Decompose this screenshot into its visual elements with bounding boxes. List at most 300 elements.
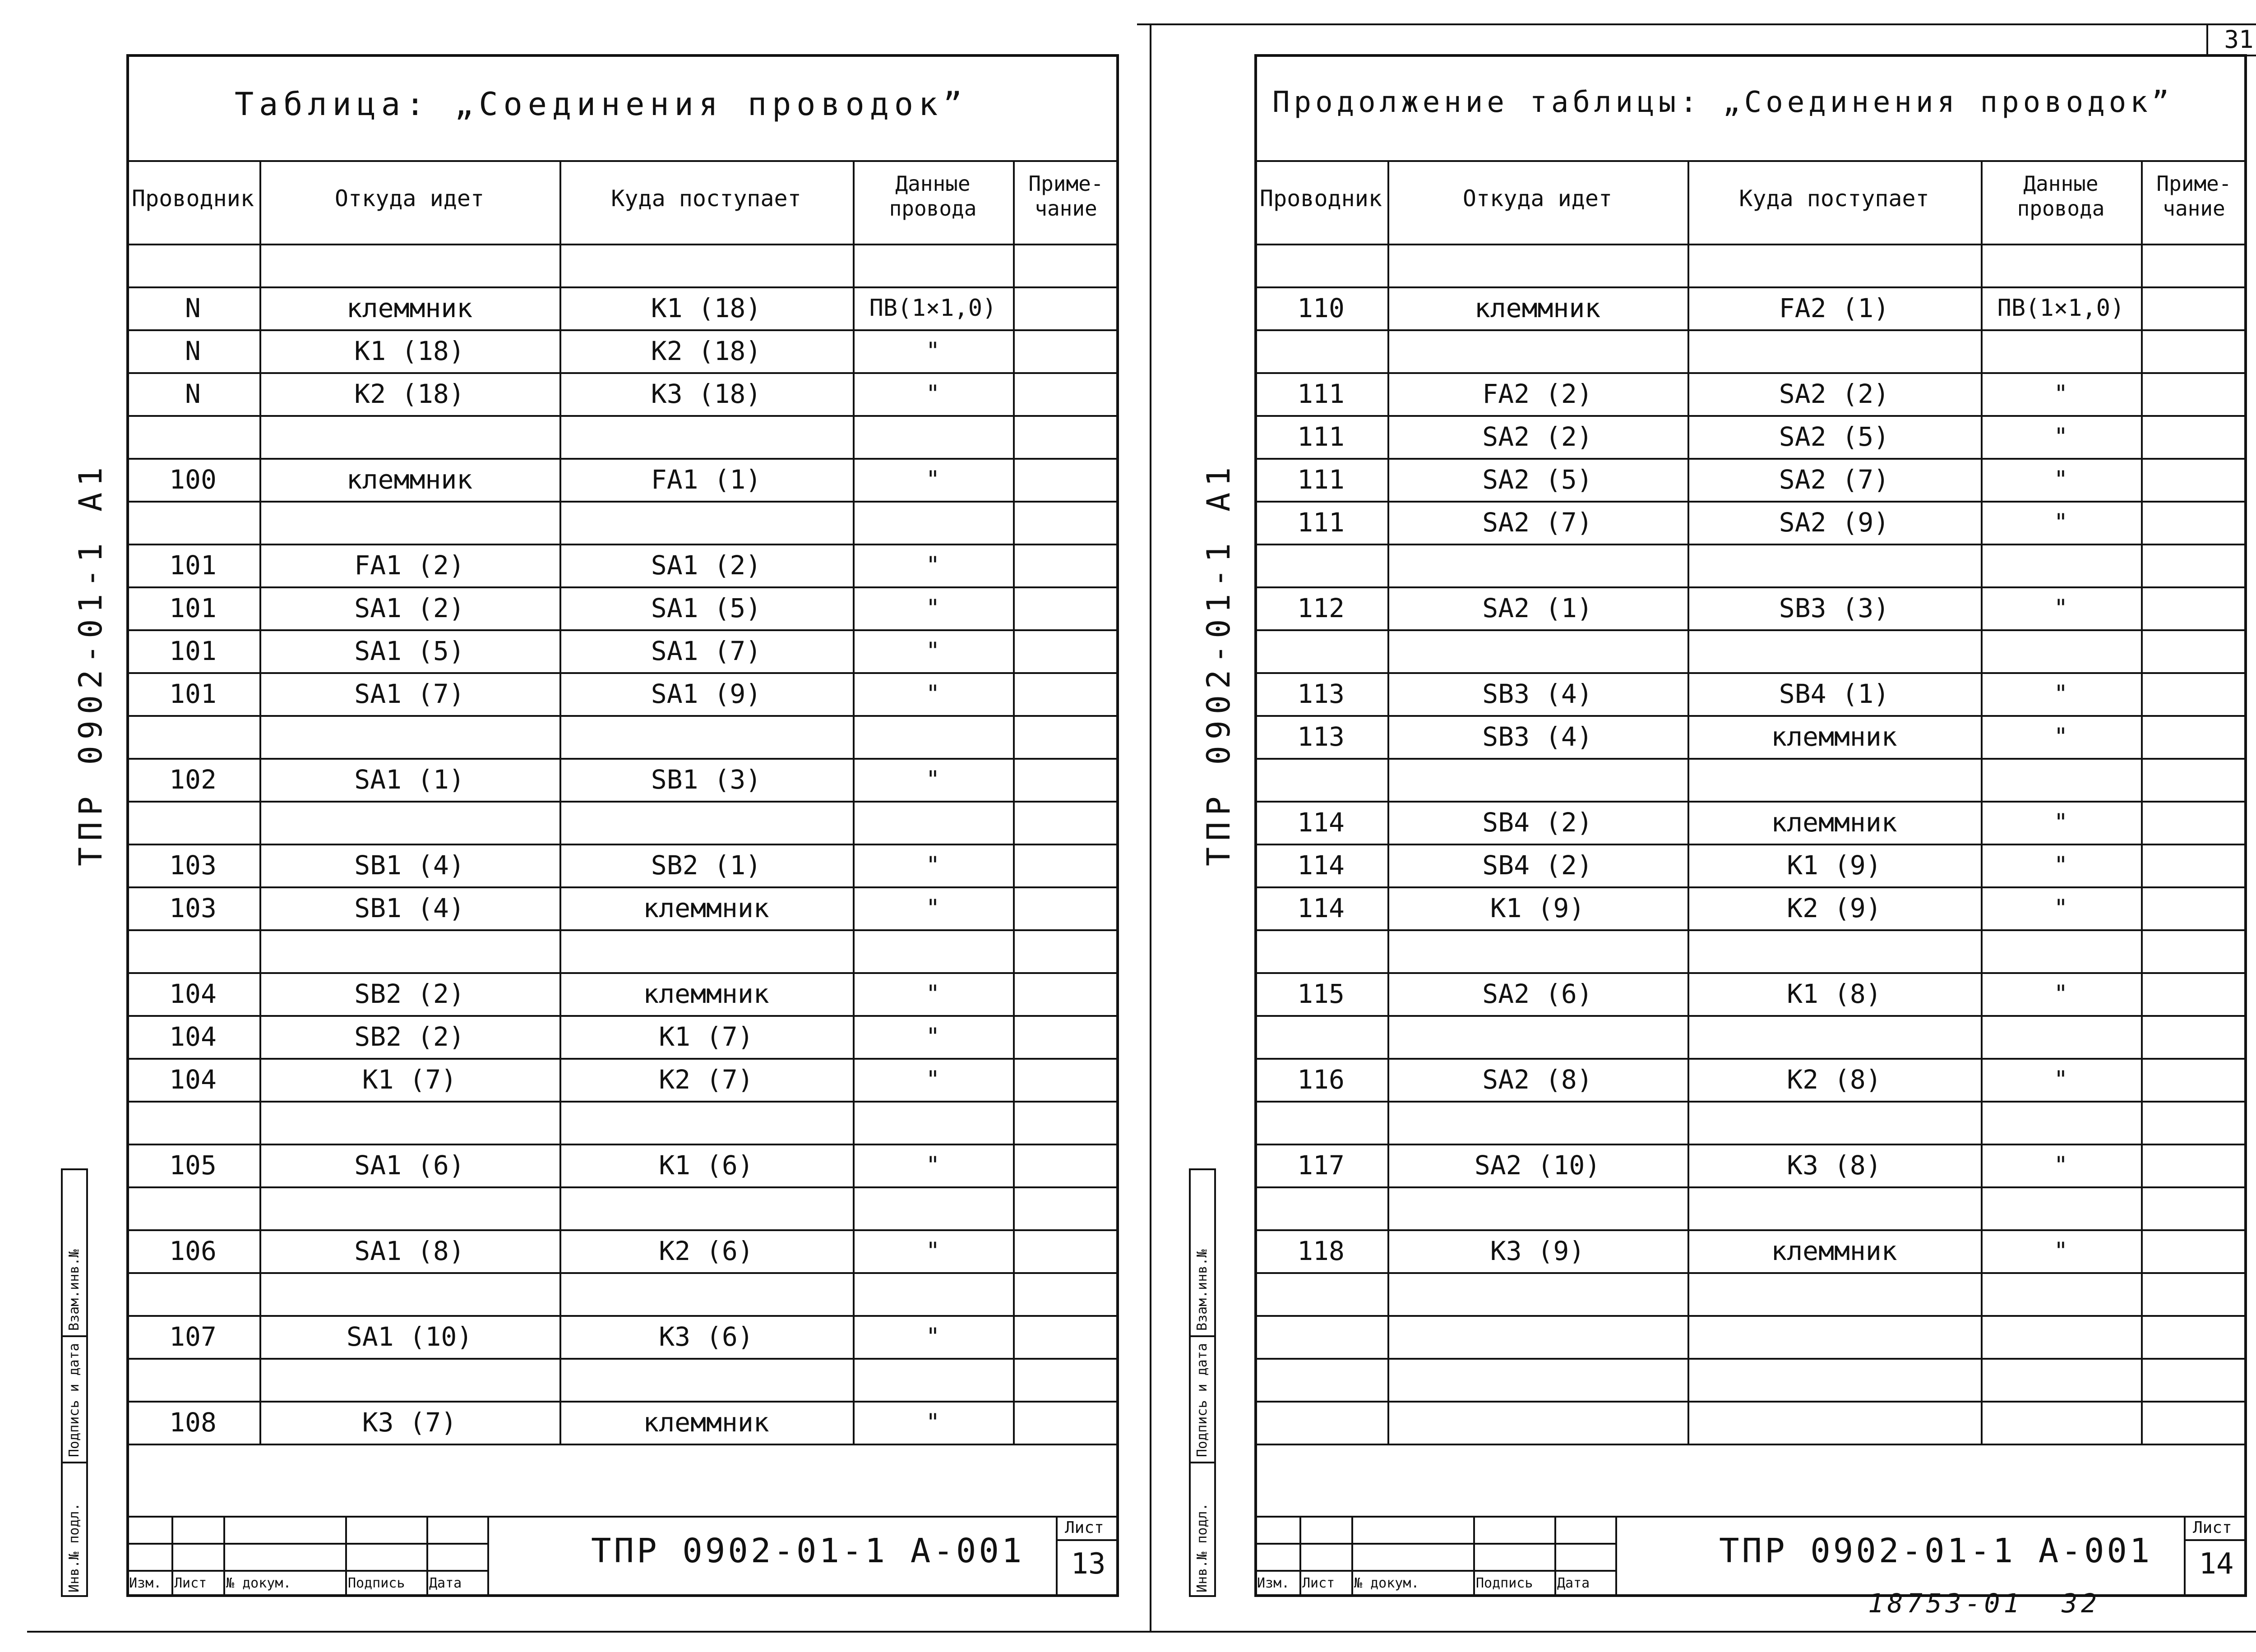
left-table-cell [559,1104,853,1140]
left-table-cell: K1 (6) [659,1150,754,1181]
left-table-cell [1013,1233,1119,1269]
left-row-divider [126,286,1119,288]
left-table-cell: 104 [169,1064,217,1095]
right-table-cell: K2 (9) [1787,893,1882,923]
left-row-divider [126,458,1119,460]
right-table-cell: ПВ(1×1,0) [1997,295,2125,322]
left-table-cell [559,419,853,455]
left-title-block-divider [426,1516,428,1597]
left-row-divider [126,715,1119,717]
right-table-cell: клеммник [1771,807,1897,838]
left-table-cell: K1 (7) [659,1021,754,1052]
right-table-cell [1687,1319,1981,1355]
right-table-cell: 116 [1297,1064,1345,1095]
left-table-cell: SB1 (3) [651,764,762,795]
left-table-cell [853,1276,1013,1312]
left-table-cell [1013,247,1119,283]
left-table-cell [1013,1190,1119,1226]
left-table-cell: 101 [169,678,217,709]
right-table-cell [1981,633,2141,669]
left-table-cell [853,1104,1013,1140]
right-table-cell [2141,290,2247,326]
left-table-cell [1013,1361,1119,1398]
left-table-cell [853,247,1013,283]
left-table-cell [1013,1147,1119,1183]
right-table-cell [2141,1276,2247,1312]
left-table-cell: " [925,1409,940,1436]
right-table-cell [2141,590,2247,626]
left-table-cell [1013,461,1119,498]
left-table-cell: " [925,552,940,579]
right-table-cell: " [2053,852,2068,879]
left-sheet-box-divider [1056,1539,1119,1541]
right-row-divider [1254,544,2247,545]
right-side-stamp-divider [1189,1335,1216,1337]
right-row-divider [1254,629,2247,631]
left-row-divider [126,1101,1119,1103]
right-table-cell: " [2053,423,2068,450]
right-table-cell [1687,247,1981,283]
right-table-cell: SA2 (7) [1482,507,1593,538]
left-table-cell: 103 [169,850,217,881]
right-table-cell [1981,761,2141,798]
left-row-divider [126,1358,1119,1360]
left-table-cell [126,1104,259,1140]
left-table-cell [1013,1019,1119,1055]
left-table-cell: 101 [169,593,217,623]
right-table-cell [1254,633,1387,669]
left-row-divider [126,329,1119,331]
right-table-cell [2141,719,2247,755]
left-row-divider [126,586,1119,588]
left-table-cell [1013,676,1119,712]
left-table-cell: SA1 (2) [354,593,465,623]
right-table-cell [1254,1276,1387,1312]
left-table-cell [853,719,1013,755]
left-table-cell [1013,633,1119,669]
right-table-cell: " [2053,809,2068,836]
right-table-cell [2141,1361,2247,1398]
left-row-divider [126,544,1119,545]
right-stamp-column-label: Лист [1302,1575,1335,1591]
left-table-cell: K2 (7) [659,1064,754,1095]
right-table-cell: K1 (8) [1787,978,1882,1009]
right-table-cell [1254,1361,1387,1398]
right-table-cell [1687,633,1981,669]
right-table-cell [1387,761,1687,798]
left-side-stamp-divider [61,1168,88,1170]
right-side-stamp-label: Подпись и дата [1194,1343,1210,1457]
right-table-cell [1387,247,1687,283]
right-table-cell [2141,976,2247,1012]
right-table-cell: SB3 (4) [1482,678,1593,709]
right-table-cell [2141,804,2247,840]
left-header-divider [126,244,1119,245]
right-table-cell [2141,676,2247,712]
left-table-cell: 104 [169,1021,217,1052]
right-table-cell: K1 (9) [1787,850,1882,881]
right-table-cell [1254,247,1387,283]
right-row-divider [1254,929,2247,931]
right-table-cell [2141,1404,2247,1440]
left-table-cell: " [925,466,940,493]
left-table-cell: K2 (18) [354,378,465,409]
right-table-cell: FA2 (1) [1779,293,1890,323]
left-table-cell [259,1276,559,1312]
right-table-cell [2141,376,2247,412]
left-title-block-divider [487,1516,489,1597]
right-table-cell [2141,504,2247,540]
right-table-cell: K2 (8) [1787,1064,1882,1095]
left-table-cell: 107 [169,1321,217,1352]
right-row-divider [1254,1272,2247,1274]
left-table-cell [853,933,1013,969]
left-table-cell [1013,1276,1119,1312]
left-table-title: Таблица: „Соединения проводок” [235,86,968,123]
left-table-cell: клеммник [346,293,473,323]
left-table-cell [259,719,559,755]
left-table-cell: " [925,380,940,407]
right-table-cell [1687,761,1981,798]
left-row-divider [126,672,1119,674]
right-table-cell: SA2 (2) [1482,421,1593,452]
right-table-cell [2141,419,2247,455]
left-header-4: Приме- чание [1028,171,1104,221]
right-document-code: ТПР 0902-01-1 А-001 [1719,1532,2153,1570]
left-table-cell: SA1 (5) [651,593,762,623]
corner-page-number: 31 [2224,25,2254,54]
top-border-line [1137,23,2256,25]
left-table-cell [1013,547,1119,583]
left-table-cell [559,804,853,840]
right-table-cell [2141,1147,2247,1183]
left-row-divider [126,1144,1119,1145]
right-table-cell [1981,333,2141,369]
left-table-cell: " [925,637,940,664]
right-row-divider [1254,1358,2247,1360]
right-stamp-column-label: Изм. [1257,1575,1290,1591]
right-table-cell [1981,547,2141,583]
left-table-cell: SB1 (4) [354,893,465,923]
left-table-cell [126,504,259,540]
left-table-cell: SB2 (1) [651,850,762,881]
right-table-cell [1981,1319,2141,1355]
left-row-divider [126,415,1119,417]
right-table-cell [2141,1319,2247,1355]
left-table-cell: SB2 (2) [354,978,465,1009]
right-table-cell: K3 (8) [1787,1150,1882,1181]
right-table-cell [1254,1190,1387,1226]
right-table-cell [1387,1276,1687,1312]
left-table-cell: K3 (7) [362,1407,457,1438]
left-row-divider [126,1229,1119,1231]
right-table-cell: 111 [1297,378,1345,409]
left-table-cell [559,1190,853,1226]
left-table-cell [126,419,259,455]
left-table-cell [1013,1104,1119,1140]
right-table-cell [1387,1404,1687,1440]
left-table-cell: " [925,895,940,922]
right-table-cell: 113 [1297,678,1345,709]
left-table-cell: SA1 (1) [354,764,465,795]
left-table-cell: K1 (18) [651,293,762,323]
left-row-divider [126,972,1119,974]
left-table-cell [259,804,559,840]
right-table-cell: K3 (9) [1490,1236,1585,1266]
left-table-cell: 101 [169,636,217,666]
left-sheet-number: 13 [1071,1547,1106,1581]
right-table-cell: FA2 (2) [1482,378,1593,409]
left-title-block-divider [345,1516,347,1597]
right-title-block-divider [1473,1516,1475,1597]
left-table-cell: SA1 (7) [354,678,465,709]
left-table-cell: SB2 (2) [354,1021,465,1052]
right-table-cell: SB4 (2) [1482,807,1593,838]
right-side-stamp-divider [1189,1462,1216,1463]
left-table-cell [1013,1061,1119,1098]
left-table-cell [259,933,559,969]
right-table-cell [2141,333,2247,369]
left-row-divider [126,501,1119,503]
right-table-cell [2141,1104,2247,1140]
right-table-cell: SA2 (7) [1779,464,1890,495]
right-row-divider [1254,501,2247,503]
right-table-cell [1687,1104,1981,1140]
right-table-cell [2141,1190,2247,1226]
center-fold-line [1150,23,1151,1631]
right-table-cell [2141,247,2247,283]
left-table-cell [1013,761,1119,798]
right-row-divider [1254,1444,2247,1445]
left-table-cell: " [925,1023,940,1050]
left-table-cell [559,504,853,540]
left-table-cell: N [185,378,201,409]
left-table-cell [1013,1404,1119,1440]
left-table-cell [1013,933,1119,969]
right-table-cell [1254,333,1387,369]
right-row-divider [1254,1144,2247,1145]
right-table-cell [1981,1361,2141,1398]
right-table-cell [1981,1104,2141,1140]
right-title-block-row [1254,1570,1615,1572]
left-side-stamp-label: Подпись и дата [66,1343,82,1457]
left-table-cell [1013,504,1119,540]
right-table-cell [1387,1190,1687,1226]
left-stamp-column-label: Лист [174,1575,207,1591]
left-sheet-label: Лист [1065,1518,1104,1537]
left-stamp-column-label: № докум. [226,1575,291,1591]
right-table-cell: SA2 (9) [1779,507,1890,538]
left-side-stamp-label: Взам.инв.№ [66,1249,82,1331]
left-table-cell [259,1361,559,1398]
right-row-divider [1254,586,2247,588]
left-table-cell [853,804,1013,840]
left-table-cell: 100 [169,464,217,495]
right-table-cell [2141,1061,2247,1098]
right-header-4: Приме- чание [2156,171,2232,221]
left-table-cell [559,1276,853,1312]
right-row-divider [1254,1401,2247,1403]
left-table-cell: SB1 (4) [354,850,465,881]
left-title-block-row [126,1543,487,1545]
right-table-cell: SA2 (8) [1482,1064,1593,1095]
left-stamp-column-label: Подпись [348,1575,405,1591]
right-row-divider [1254,1186,2247,1188]
right-row-divider [1254,672,2247,674]
left-table-cell [1013,976,1119,1012]
right-table-cell [1687,333,1981,369]
right-row-divider [1254,1315,2247,1317]
right-header-3: Данные провода [2017,171,2105,221]
right-row-divider [1254,415,2247,417]
left-table-cell [126,1190,259,1226]
right-table-cell: 110 [1297,293,1345,323]
right-row-divider [1254,972,2247,974]
left-title-divider [126,160,1119,162]
right-table-cell [1254,1104,1387,1140]
right-stamp-column-label: № докум. [1354,1575,1419,1591]
left-header-0: Проводник [132,185,254,212]
right-table-cell [2141,890,2247,926]
left-title-block-row [126,1570,487,1572]
right-table-cell: SA2 (6) [1482,978,1593,1009]
left-row-divider [126,1015,1119,1017]
left-table-cell [1013,1319,1119,1355]
left-stamp-column-label: Дата [429,1575,462,1591]
left-table-cell: клеммник [346,464,473,495]
right-table-cell: " [2053,1152,2068,1179]
left-table-cell: 101 [169,550,217,581]
right-title-divider [1254,160,2247,162]
right-table-cell: SB3 (3) [1779,593,1890,623]
right-table-cell: 114 [1297,850,1345,881]
left-row-divider [126,1444,1119,1445]
right-side-code: ТПР 0902-01-1 А1 [1200,461,1237,866]
right-table-cell [1981,247,2141,283]
right-title-block-row [1254,1543,1615,1545]
right-table-cell: клеммник [1771,721,1897,752]
right-table-cell [2141,1233,2247,1269]
left-table-cell [259,504,559,540]
left-table-cell [1013,590,1119,626]
left-table-cell: " [925,1152,940,1179]
right-table-cell [2141,761,2247,798]
right-table-cell [2141,461,2247,498]
right-table-cell [1387,633,1687,669]
right-row-divider [1254,458,2247,460]
right-table-cell: " [2053,595,2068,622]
right-table-cell: SA2 (10) [1474,1150,1601,1181]
right-stamp-column-label: Дата [1557,1575,1590,1591]
left-title-block-top [126,1516,1119,1518]
left-table-cell [1013,719,1119,755]
corner-page-box [2206,25,2256,56]
right-side-stamp-label: Взам.инв.№ [1194,1249,1210,1331]
left-table-cell: SA1 (2) [651,550,762,581]
right-table-cell [1254,933,1387,969]
left-table-cell: K2 (18) [651,336,762,366]
left-row-divider [126,629,1119,631]
right-table-cell: 114 [1297,807,1345,838]
left-table-cell [853,1190,1013,1226]
left-table-cell: " [925,980,940,1007]
right-sheet-number: 14 [2199,1547,2234,1581]
left-table-cell [126,719,259,755]
right-table-cell [1387,547,1687,583]
right-table-cell [1687,1190,1981,1226]
left-table-cell [853,504,1013,540]
right-table-cell: 112 [1297,593,1345,623]
left-table-cell [559,1361,853,1398]
right-row-divider [1254,1101,2247,1103]
left-table-cell [559,247,853,283]
left-header-1: Откуда идет [334,185,485,212]
left-row-divider [126,1401,1119,1403]
right-table-cell: 111 [1297,464,1345,495]
right-row-divider [1254,844,2247,845]
right-table-cell: " [2053,895,2068,922]
right-table-cell [1387,933,1687,969]
right-table-cell [2141,633,2247,669]
right-stamp-column-label: Подпись [1476,1575,1533,1591]
left-table-cell: 103 [169,893,217,923]
right-table-cell: SB3 (4) [1482,721,1593,752]
left-document-code: ТПР 0902-01-1 А-001 [591,1532,1025,1570]
left-table-cell: ПВ(1×1,0) [869,295,997,322]
right-side-stamp-label: Инв.№ подл. [1194,1503,1210,1592]
left-table-cell: K1 (7) [362,1064,457,1095]
right-table-cell [1687,1361,1981,1398]
right-table-cell: 115 [1297,978,1345,1009]
right-table-cell: 114 [1297,893,1345,923]
right-table-cell [1387,1019,1687,1055]
right-table-cell [1687,1276,1981,1312]
left-table-cell: клеммник [643,1407,769,1438]
right-table-cell: " [2053,1066,2068,1093]
right-table-cell [1254,1404,1387,1440]
left-table-cell: SA1 (10) [346,1321,473,1352]
left-table-cell: 105 [169,1150,217,1181]
left-table-cell: " [925,595,940,622]
right-table-cell: " [2053,980,2068,1007]
right-header-0: Проводник [1260,185,1382,212]
right-title-block-divider [1351,1516,1353,1597]
left-table-cell: K3 (18) [651,378,762,409]
bottom-note: 18753-01 32 [1868,1588,2101,1619]
right-header-divider [1254,244,2247,245]
left-table-cell: 102 [169,764,217,795]
right-table-cell [1254,1319,1387,1355]
right-table-cell: K1 (9) [1490,893,1585,923]
right-row-divider [1254,1015,2247,1017]
left-table-cell [126,804,259,840]
left-side-stamp-divider [61,1462,88,1463]
left-row-divider [126,844,1119,845]
left-side-code: ТПР 0902-01-1 А1 [72,461,109,866]
right-table-cell: " [2053,466,2068,493]
left-table-cell: " [925,1066,940,1093]
left-table-cell: клеммник [643,978,769,1009]
left-table-cell [1013,890,1119,926]
left-title-block-divider [223,1516,225,1597]
left-row-divider [126,1186,1119,1188]
right-table-cell: " [2053,1237,2068,1264]
left-row-divider [126,929,1119,931]
right-table-title: Продолжение таблицы: „Соединения проводок” [1272,86,2173,119]
left-side-stamp-label: Инв.№ подл. [66,1503,82,1592]
right-table-cell: SA2 (1) [1482,593,1593,623]
right-title-block-divider [1615,1516,1617,1597]
